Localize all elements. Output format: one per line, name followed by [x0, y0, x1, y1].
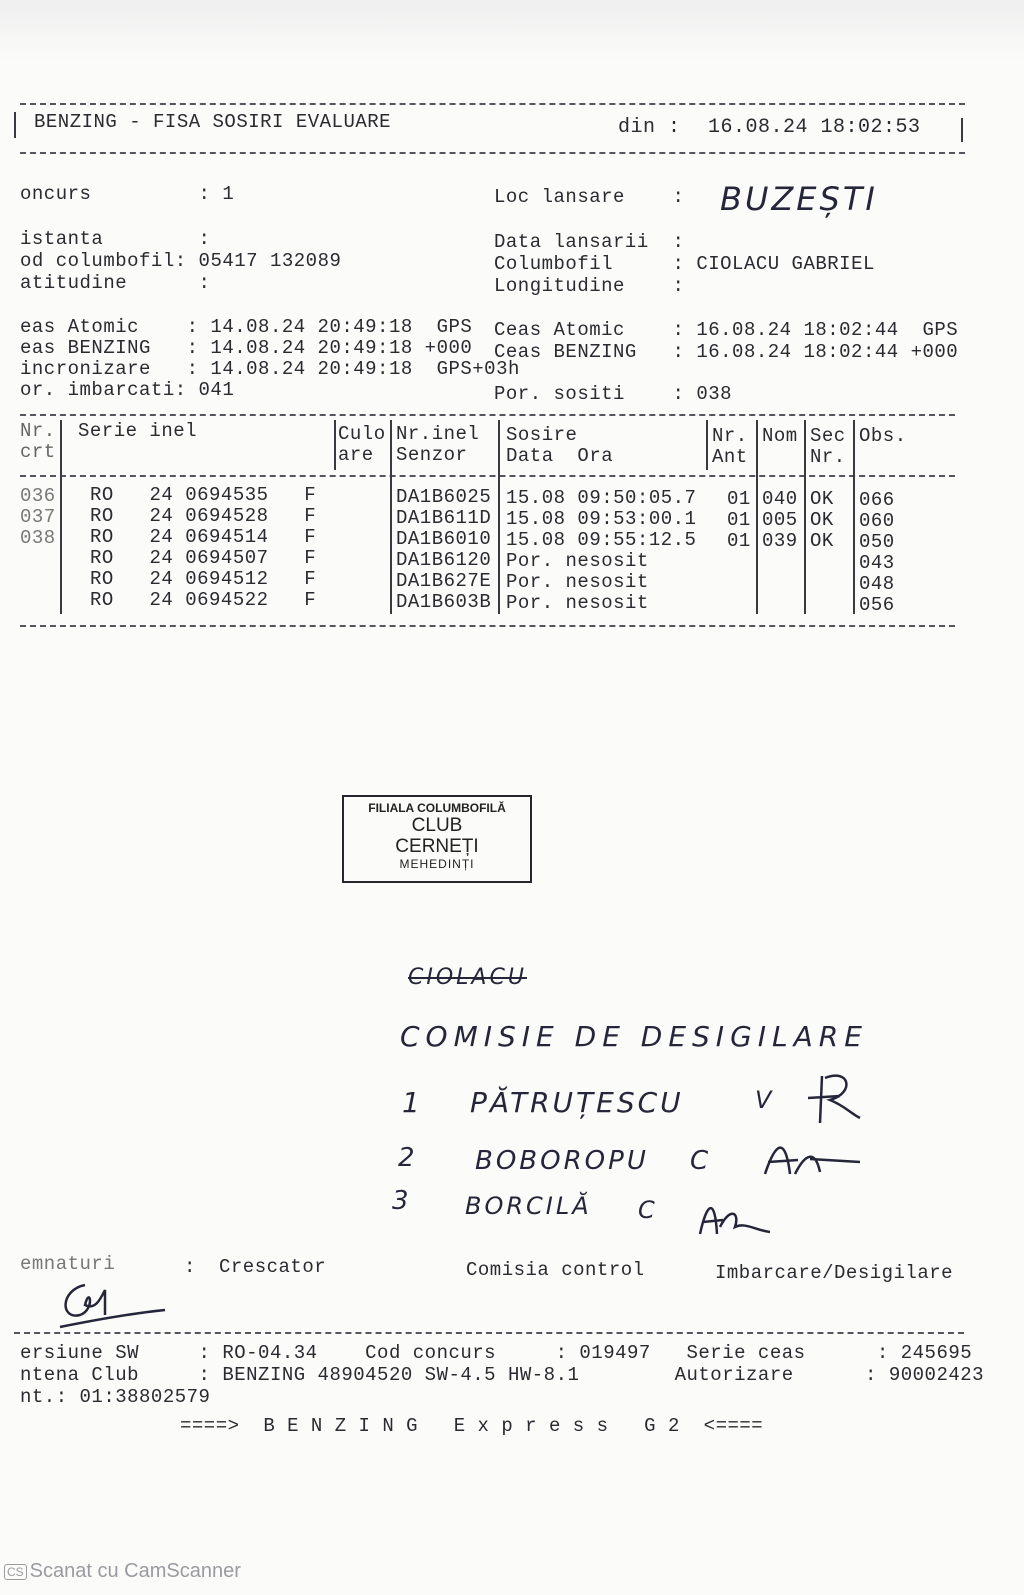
- document-title: BENZING - FISA SOSIRI EVALUARE: [34, 111, 392, 133]
- table-row-sosire: 15.08 09:53:00.1: [506, 508, 697, 530]
- member-3-name: BORCILĂ: [465, 1192, 592, 1220]
- col-divider: [498, 420, 500, 614]
- th-sec: Sec: [810, 425, 846, 447]
- clock-atomic-end: Ceas Atomic : 16.08.24 18:02:44 GPS: [494, 319, 959, 341]
- th-sec-2: Nr.: [810, 446, 846, 468]
- col-divider: [804, 420, 806, 614]
- header-right-bar: [961, 118, 963, 142]
- th-culoare: Culo: [338, 423, 386, 445]
- camscanner-text: Scanat cu CamScanner: [29, 1560, 241, 1582]
- table-row-ant: 01: [727, 488, 751, 510]
- table-row-nom: 039: [762, 530, 798, 552]
- stamp-line3: CERNEȚI: [395, 836, 479, 857]
- info-data-lansarii: Data lansarii :: [494, 231, 685, 253]
- info-latitudine: atitudine :: [20, 272, 211, 294]
- crescator-signature: [55, 1275, 175, 1330]
- member-2-signature: [760, 1134, 870, 1184]
- table-row-nom: 040: [762, 488, 798, 510]
- table-row-inel: DA1B603B: [396, 591, 492, 613]
- th-nr-2: crt: [20, 441, 56, 463]
- handwritten-struck-name: CIOLACU: [408, 965, 527, 990]
- table-row-inel: DA1B6120: [396, 549, 492, 571]
- th-inel-2: Senzor: [396, 444, 468, 466]
- table-top-rule: [20, 414, 955, 416]
- th-ant-2: Ant: [712, 446, 748, 468]
- stamp-line2: CLUB: [411, 815, 463, 836]
- table-row-sec: OK: [810, 509, 834, 531]
- table-row-nr: 037: [20, 506, 56, 528]
- table-row-nr: 038: [20, 527, 56, 549]
- table-row-sosire: Por. nesosit: [506, 571, 649, 593]
- signature-imbarcare: Imbarcare/Desigilare: [715, 1262, 954, 1284]
- th-obs: Obs.: [859, 425, 907, 447]
- th-sosire: Sosire: [506, 424, 578, 446]
- table-row-serie: RO 24 0694512 F: [90, 568, 317, 590]
- signatures-label: emnaturi: [20, 1253, 116, 1275]
- table-row-obs: 060: [859, 510, 895, 532]
- member-3-num: 3: [392, 1186, 412, 1216]
- table-bottom-rule: [20, 625, 955, 627]
- th-culoare-2: are: [338, 444, 374, 466]
- col-divider: [853, 420, 855, 614]
- clock-atomic-start: eas Atomic : 14.08.24 20:49:18 GPS: [20, 316, 473, 338]
- footer-line-versiune: ersiune SW : RO-04.34 Cod concurs : 019497 Serie ceas : 245695: [20, 1342, 973, 1364]
- th-nr: Nr.: [20, 420, 56, 442]
- table-row-serie: RO 24 0694522 F: [90, 589, 317, 611]
- clock-sincronizare: incronizare : 14.08.24 20:49:18 GPS+03h: [20, 358, 520, 380]
- signature-crescator: Crescator: [219, 1256, 327, 1278]
- camscanner-logo-icon: CS: [4, 1564, 27, 1580]
- signatures-colon: :: [184, 1256, 196, 1278]
- table-row-obs: 050: [859, 531, 895, 553]
- table-row-sosire: 15.08 09:50:05.7: [506, 487, 697, 509]
- clock-benzing-start: eas BENZING : 14.08.24 20:49:18 +000: [20, 337, 473, 359]
- table-row-inel: DA1B6010: [396, 528, 492, 550]
- table-row-nr: 036: [20, 485, 56, 507]
- table-row-inel: DA1B627E: [396, 570, 492, 592]
- member-1-signature: [800, 1068, 870, 1128]
- member-1-num: 1: [402, 1086, 423, 1119]
- table-row-obs: 066: [859, 489, 895, 511]
- footer-brand: ====> B E N Z I N G E x p r e s s G 2 <====: [180, 1415, 764, 1437]
- footer-line-antena: ntena Club : BENZING 48904520 SW-4.5 HW-8.1 Autorizare : 90002423: [20, 1364, 985, 1386]
- header-bottom-rule: [20, 152, 965, 154]
- porumbei-imbarcati: or. imbarcati: 041: [20, 379, 235, 401]
- th-inel: Nr.inel: [396, 423, 480, 445]
- info-concurs: oncurs : 1: [20, 183, 235, 205]
- table-row-obs: 048: [859, 573, 895, 595]
- footer-line-ant: nt.: 01:38802579: [20, 1386, 211, 1408]
- col-divider: [390, 420, 392, 614]
- info-longitudine: Longitudine :: [494, 275, 685, 297]
- stamp-line1: FILIALA COLUMBOFILĂ: [368, 801, 506, 815]
- table-row-nom: 005: [762, 509, 798, 531]
- table-row-sosire: 15.08 09:55:12.5: [506, 529, 697, 551]
- signature-comisia: Comisia control: [466, 1259, 645, 1281]
- table-row-sec: OK: [810, 488, 834, 510]
- table-row-sec: OK: [810, 530, 834, 552]
- handwritten-loc-lansare: BUZEȘTI: [720, 180, 878, 218]
- table-row-serie: RO 24 0694514 F: [90, 526, 317, 548]
- table-row-ant: 01: [727, 530, 751, 552]
- club-stamp: [342, 795, 532, 883]
- handwritten-commission-title: COMISIE DE DESIGILARE: [400, 1020, 868, 1053]
- col-divider: [756, 420, 758, 614]
- member-2-initial: C: [690, 1146, 712, 1176]
- info-loc-lansare: Loc lansare :: [494, 186, 685, 208]
- clock-benzing-end: Ceas BENZING : 16.08.24 18:02:44 +000: [494, 341, 959, 363]
- col-divider: [60, 420, 62, 614]
- header-top-rule: [20, 103, 965, 105]
- th-sosire-2: Data Ora: [506, 445, 614, 467]
- table-row-serie: RO 24 0694535 F: [90, 484, 317, 506]
- info-cod-columbofil: od columbofil: 05417 132089: [20, 250, 342, 272]
- table-row-serie: RO 24 0694507 F: [90, 547, 317, 569]
- member-3-signature: [695, 1192, 775, 1242]
- footer-rule: [14, 1332, 964, 1334]
- col-divider: [334, 420, 336, 470]
- col-divider: [706, 420, 708, 470]
- header-datetime: 16.08.24 18:02:53: [708, 116, 921, 139]
- member-2-num: 2: [398, 1143, 418, 1173]
- member-1-name: PĂTRUȚESCU: [470, 1086, 684, 1119]
- member-2-name: BOBOROPU: [475, 1146, 649, 1176]
- table-row-sosire: Por. nesosit: [506, 592, 649, 614]
- table-row-ant: 01: [727, 509, 751, 531]
- th-ant: Nr.: [712, 425, 748, 447]
- table-header-rule: [20, 475, 955, 477]
- table-row-sosire: Por. nesosit: [506, 550, 649, 572]
- table-row-obs: 056: [859, 594, 895, 616]
- table-row-inel: DA1B6025: [396, 486, 492, 508]
- porumbei-sositi: Por. sositi : 038: [494, 383, 733, 405]
- table-row-serie: RO 24 0694528 F: [90, 505, 317, 527]
- din-label: din :: [618, 116, 681, 139]
- scan-top-noise: [0, 0, 1024, 60]
- table-row-obs: 043: [859, 552, 895, 574]
- member-3-initial: C: [638, 1196, 658, 1224]
- member-1-initial: V: [755, 1086, 775, 1114]
- table-row-inel: DA1B611D: [396, 507, 492, 529]
- stamp-line4: MEHEDINȚI: [399, 857, 475, 871]
- header-left-bar: [14, 112, 16, 138]
- info-columbofil: Columbofil : CIOLACU GABRIEL: [494, 253, 875, 275]
- th-nom: Nom: [762, 425, 798, 447]
- th-serie: Serie inel: [78, 420, 198, 442]
- camscanner-watermark: [4, 1560, 241, 1583]
- info-distanta: istanta :: [20, 228, 211, 250]
